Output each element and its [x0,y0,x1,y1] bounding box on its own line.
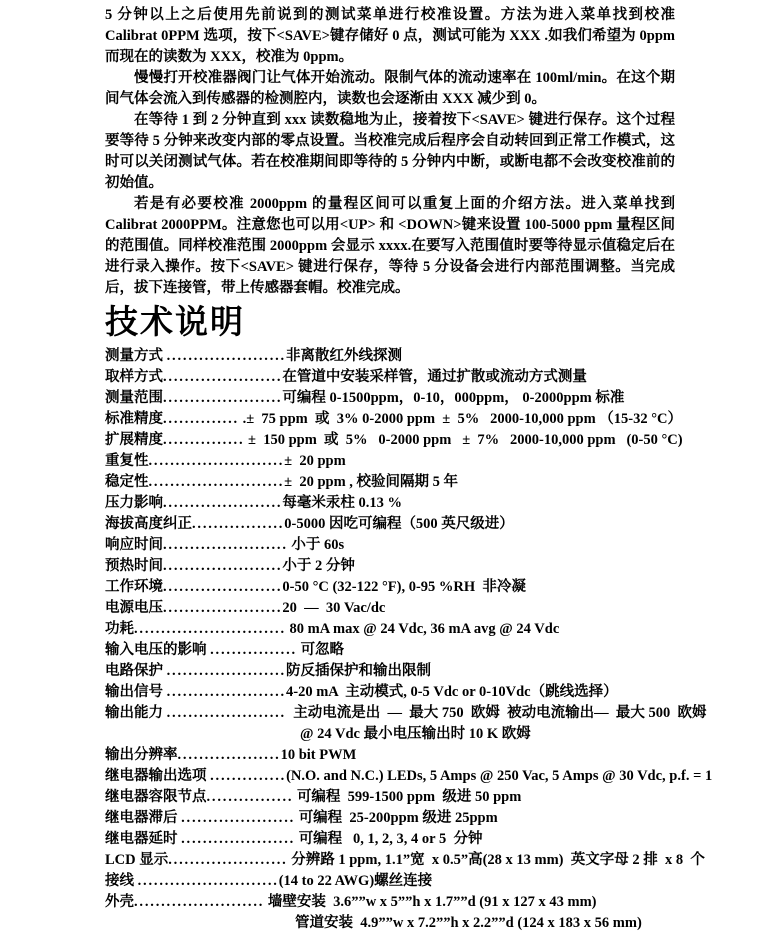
paragraph-save-wait: 在等待 1 到 2 分钟直到 xxx 读数稳地为止，接着按下<SAVE> 键进行保存。这个过程要等待 5 分钟来改变内部的零点设置。当校准完成后程序会自动转回到正常工作模式，这时可以关闭测试气体。若在校准期间即等待的 5 分钟内中断，或断电都不会改变校准前的初始值。 [105,112,675,191]
spec-label: 工作环境 [105,579,163,595]
spec-value: 非离散红外线探测 [285,348,402,364]
section-heading: 技术说明 [105,305,245,341]
spec-leader-dots: .............. [163,411,239,427]
spec-row-supply-voltage [105,598,675,619]
spec-leader-dots: ............... [163,432,245,448]
spec-value: 4-20 mA 主动模式, 0-5 Vdc or 0-10Vdc（跳线选择） [285,684,618,700]
spec-row-output-signal [105,682,675,703]
spec-label: 继电器滞后 [105,810,182,826]
spec-value: 防反插保护和输出限制 [285,663,431,679]
spec-list [105,346,713,934]
spec-label: 响应时间 [105,537,163,553]
spec-leader-dots: ..................... [181,810,296,826]
spec-continuation-output-capability: @ 24 Vdc 最小电压输出时 10 K 欧姆 [300,726,531,742]
spec-value: ± 150 ppm 或 5% 0-2000 ppm ± 7% 2000-10,000 ppm (0-50 °C) [244,432,683,448]
spec-label: 扩展精度 [105,432,163,448]
spec-leader-dots: ...................... [163,600,283,616]
spec-label: 电路保护 [105,663,167,679]
spec-row-output-resolution [105,745,675,766]
spec-label: 测量方式 [105,348,167,364]
spec-row-output-capability [105,703,707,724]
spec-row-power-consumption [105,619,675,640]
spec-label: 继电器容限节点 [105,789,207,805]
spec-label: 取样方式 [105,369,163,385]
spec-leader-dots: ...................... [166,348,286,364]
spec-row-wiring [105,871,675,892]
spec-row-standard-accuracy [105,409,682,430]
spec-label: 标准精度 [105,411,163,427]
spec-leader-dots: .............. [210,768,287,784]
spec-row-relay-setpoint [105,787,675,808]
spec-row-response-time [105,535,675,556]
spec-row-altitude-correction [105,514,675,535]
spec-leader-dots: ................ [210,642,297,658]
spec-row-sampling-method [105,367,675,388]
spec-label: 输出信号 [105,684,167,700]
spec-leader-dots: ...................... [163,369,283,385]
spec-leader-dots: ....................... [163,537,288,553]
spec-leader-dots: ...................... [168,852,288,868]
paragraph-gas-flow: 慢慢打开校准器阀门让气体开始流动。限制气体的流动速率在 100ml/min。在这个期间气体会流入到传感器的检测腔内，读数也会逐渐由 XXX 减少到 0。 [105,70,675,107]
spec-value: ± 20 ppm , 校验间隔期 5 年 [284,474,459,490]
spec-value: 20 — 30 Vac/dc [282,600,386,616]
spec-leader-dots: ................. [192,516,285,532]
spec-value: 在管道中安装采样管，通过扩散或流动方式测量 [282,369,587,385]
spec-leader-dots: ...................... [163,495,283,511]
spec-value: 10 bit PWM [280,747,357,763]
spec-leader-dots: ...................... [163,579,283,595]
spec-label: 输出分辨率 [105,747,178,763]
spec-label: 重复性 [105,453,149,469]
spec-value: .± 75 ppm 或 3% 0-2000 ppm ± 5% 2000-10,000 ppm （15-32 °C） [238,411,682,427]
spec-row-extended-accuracy [105,430,683,451]
spec-row-repeatability [105,451,675,472]
spec-value: 小于 2 分钟 [282,558,355,574]
spec-value: 小于 60s [287,537,345,553]
spec-value: 0-5000 因吃可编程（500 英尺级进） [284,516,514,532]
spec-row-relay-delay [105,829,675,850]
spec-value: ± 20 ppm [284,453,346,469]
spec-leader-dots: ................... [177,747,281,763]
spec-value: 可编程 0, 1, 2, 3, 4 or 5 分钟 [295,831,483,847]
spec-row-pressure-effect [105,493,675,514]
spec-label: 接线 [105,873,138,889]
spec-label: 预热时间 [105,558,163,574]
spec-label: 输入电压的影响 [105,642,211,658]
spec-label: 功耗 [105,621,134,637]
spec-row-operating-environment [105,577,675,598]
spec-leader-dots: .......................... [137,873,279,889]
spec-value: 0-50 °C (32-122 °F), 0-95 %RH 非冷凝 [282,579,526,595]
spec-label: 输出能力 [105,705,167,721]
spec-label: 海拔高度纠正 [105,516,192,532]
spec-value: 可编程 0-1500ppm，0-10，000ppm， 0-2000ppm 标准 [282,390,625,406]
spec-leader-dots: ......................... [148,453,285,469]
spec-value: 每毫米汞柱 0.13 % [282,495,402,511]
spec-value: 可编程 599-1500 ppm 级进 50 ppm [293,789,522,805]
spec-leader-dots: ......................... [148,474,285,490]
spec-leader-dots: ...................... [166,705,286,721]
spec-value: (N.O. and N.C.) LEDs, 5 Amps @ 250 Vac, 5 Amps @ 30 Vdc, p.f. = 1 [286,768,713,784]
spec-leader-dots: ...................... [166,663,286,679]
spec-label: 继电器延时 [105,831,182,847]
spec-leader-dots: ...................... [166,684,286,700]
spec-row-input-voltage-effect [105,640,675,661]
spec-label: LCD 显示 [105,852,169,868]
spec-row-stability [105,472,675,493]
spec-label: 测量范围 [105,390,163,406]
spec-label: 继电器输出选项 [105,768,211,784]
spec-leader-dots: ............................ [134,621,286,637]
spec-row-measurement-range [105,388,675,409]
document-content [105,5,713,934]
spec-value: 80 mA max @ 24 Vdc, 36 mA avg @ 24 Vdc [285,621,560,637]
paragraph-calibration-0ppm: 5 分钟以上之后使用先前说到的测试菜单进行校准设置。方法为进入菜单找到校准 Calibrat 0PPM 选项，按下<SAVE>键存储好 0 点，测试可能为 XXX .如我们希望为 0ppm 而现在的读数为 XXX，校准为 0ppm。 [105,7,675,65]
paragraph-calibration-2000ppm: 若是有必要校准 2000ppm 的量程区间可以重复上面的介绍方法。进入菜单找到 Calibrat 2000PPM。注意您也可以用<UP> 和 <DOWN>键来设置 100-5000 ppm 量程区间的范围值。同样校准范围 2000ppm 会显示 xxxx.在要写入范围值时要等待显示值稳定后在进行录入操作。按下<SAVE> 键进行保存，等待 5 分设备会进行内部范围调整。当完成后，拔下连接管，带上传感器套帽。校准完成。 [105,196,675,296]
spec-value: 可编程 25-200ppm 级进 25ppm [295,810,498,826]
spec-value: 可忽略 [296,642,345,658]
spec-leader-dots: ..................... [181,831,296,847]
spec-label: 外壳 [105,894,134,910]
spec-leader-dots: ...................... [163,558,283,574]
spec-value: (14 to 22 AWG)螺丝连接 [278,873,433,889]
spec-continuation-enclosure: 管道安装 4.9””w x 7.2””h x 2.2””d (124 x 183 x 56 mm) [295,915,642,931]
spec-row-lcd-display [105,850,705,871]
spec-leader-dots: ........................ [134,894,265,910]
spec-row-warmup-time [105,556,675,577]
spec-leader-dots: ................ [206,789,294,805]
spec-label: 压力影响 [105,495,163,511]
spec-row-relay-output-options [105,766,713,787]
spec-leader-dots: ...................... [163,390,283,406]
spec-row-measurement-method [105,346,675,367]
spec-row-enclosure [105,892,675,913]
spec-label: 电源电压 [105,600,163,616]
spec-value: 分辨路 1 ppm, 1.1”宽 x 0.5”高(28 x 13 mm) 英文字母 2 排 x 8 个 [287,852,705,868]
spec-label: 稳定性 [105,474,149,490]
spec-value: 墙壁安装 3.6””w x 5””h x 1.7””d (91 x 127 x 43 mm) [264,894,597,910]
spec-value: 主动电流是出 — 最大 750 欧姆 被动电流输出— 最大 500 欧姆 [285,705,707,721]
spec-row-relay-hysteresis [105,808,675,829]
spec-row-circuit-protection [105,661,675,682]
